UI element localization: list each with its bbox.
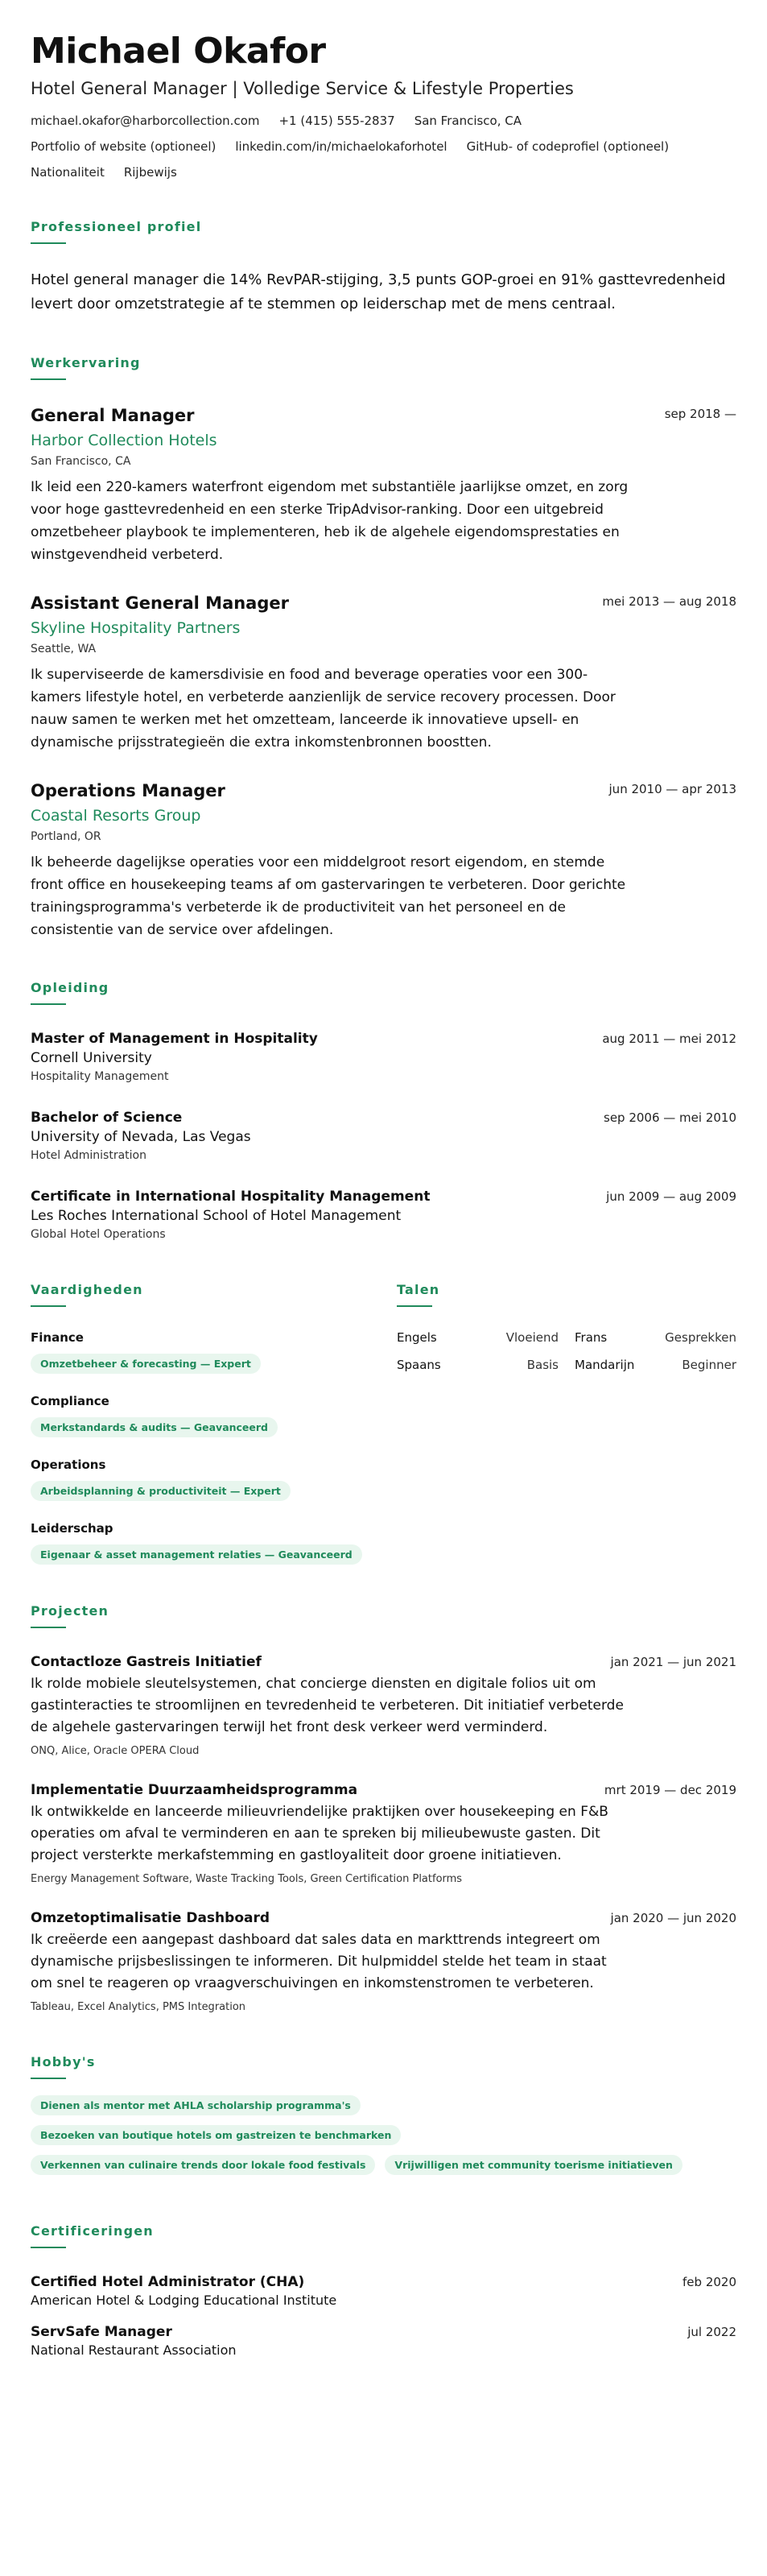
study-area: Global Hotel Operations	[31, 1228, 166, 1241]
skill-chip: Omzetbeheer & forecasting — Expert	[31, 1354, 261, 1374]
hobbies-section	[31, 2054, 736, 2185]
skill-chip: Eigenaar & asset management relaties — Geavanceerd	[31, 1544, 362, 1565]
job-entry	[31, 592, 736, 754]
section-title: Opleiding	[31, 980, 109, 995]
section-title: Vaardigheden	[31, 1282, 143, 1297]
skill-category: Finance	[31, 1330, 84, 1345]
job-entry	[31, 404, 736, 566]
project-dates: jan 2020 — jun 2020	[610, 1911, 736, 1925]
language-level: Gesprekken	[665, 1330, 736, 1345]
project-description: Ik ontwikkelde en lanceerde milieuvriendelijke praktijken over housekeeping en F&B operaties om afval te verminderen en aan te spreken bij milieubewuste gasten. Dit project versterkte merkafstemming en gastloyaliteit door groene initiatieven.	[31, 1804, 608, 1863]
language-name: Mandarijn	[575, 1358, 635, 1372]
job-description: Ik beheerde dagelijkse operaties voor een middelgroot resort eigendom, en stemde front office en housekeeping teams af om gastervaringen te verbeteren. Door gerichte trainingsprogramma's verbeterde ik de productiviteit van het personeel en de consistentie van de service over afdelingen.	[31, 854, 626, 938]
github-link[interactable]: GitHub- of codeprofiel (optioneel)	[466, 139, 670, 154]
job-title: General Manager	[31, 406, 195, 425]
candidate-name: Michael Okafor	[31, 31, 326, 72]
language-item	[575, 1357, 736, 1373]
degree: Certificate in International Hospitality Management	[31, 1189, 431, 1205]
project-description: Ik rolde mobiele sleutelsystemen, chat concierge diensten en digitale folios uit om gastinteracties te stroomlijnen en tevredenheid te verbeteren. Dit initiatief verbeterde de algehele gastervaringen terwijl het front desk verkeer werd verminderd.	[31, 1676, 624, 1735]
section-divider	[397, 1305, 432, 1307]
job-location: San Francisco, CA	[31, 455, 131, 468]
job-location: Seattle, WA	[31, 643, 97, 655]
skill-group	[31, 1457, 397, 1501]
study-area: Hospitality Management	[31, 1070, 169, 1083]
drivers-license: Rijbewijs	[123, 165, 177, 180]
section-title: Professioneel profiel	[31, 219, 202, 234]
project-entry	[31, 1780, 736, 1888]
language-list	[397, 1329, 736, 1373]
email-link[interactable]: michael.okafor@harborcollection.com	[31, 114, 260, 128]
hobby-chip: Vrijwilligen met community toerisme initiatieven	[385, 2155, 682, 2175]
job-company: Harbor Collection Hotels	[31, 432, 217, 449]
job-location: Portland, OR	[31, 830, 101, 843]
skill-category: Operations	[31, 1458, 106, 1472]
language-name: Frans	[575, 1330, 608, 1345]
project-description: Ik creëerde een aangepast dashboard dat sales data en markttrends integreert om dynamische prijsbeslissingen te informeren. Dit hulpmiddel stelde het team in staat om snel te reageren op vraagverschuivingen en inkomstenstromen te verbeteren.	[31, 1932, 607, 1991]
portfolio-link[interactable]: Portfolio of website (optioneel)	[31, 139, 216, 154]
section-title: Hobby's	[31, 2054, 96, 2069]
job-company: Skyline Hospitality Partners	[31, 619, 241, 637]
skill-chip: Arbeidsplanning & productiviteit — Expert	[31, 1481, 291, 1501]
project-entry	[31, 1908, 736, 2016]
headline: Hotel General Manager | Volledige Service & Lifestyle Properties	[31, 79, 574, 98]
job-description: Ik leid een 220-kamers waterfront eigendom met substantiële jaarlijkse omzet, en zorg voor hoge gasttevredenheid en een sterke TripAdvisor-ranking. Door een uitgebreid omzetbeheer playbook te implementeren, heb ik de algehele eigendomsprestaties en winstgevendheid verbeterd.	[31, 479, 629, 563]
section-divider	[31, 1305, 66, 1307]
location: San Francisco, CA	[414, 114, 522, 128]
school: Cornell University	[31, 1050, 152, 1066]
study-area: Hotel Administration	[31, 1149, 146, 1162]
section-divider	[31, 378, 66, 380]
section-divider	[31, 1003, 66, 1005]
certification-issuer: American Hotel & Lodging Educational Institute	[31, 2293, 337, 2308]
skill-chip: Merkstandards & audits — Geavanceerd	[31, 1417, 278, 1437]
language-level: Vloeiend	[505, 1330, 559, 1345]
certification-title: Certified Hotel Administrator (CHA)	[31, 2274, 305, 2290]
job-entry	[31, 779, 736, 941]
languages-section	[397, 1282, 736, 1565]
section-divider	[31, 2247, 66, 2248]
project-title: Omzetoptimalisatie Dashboard	[31, 1910, 270, 1926]
school: Les Roches International School of Hotel Management	[31, 1208, 402, 1224]
experience-section	[31, 355, 736, 941]
job-title: Operations Manager	[31, 781, 225, 800]
job-dates: jun 2010 — apr 2013	[608, 782, 736, 796]
certification-entry	[31, 2272, 736, 2309]
school: University of Nevada, Las Vegas	[31, 1129, 251, 1145]
skills-languages-row	[31, 1282, 736, 1565]
hobby-chip: Dienen als mentor met AHLA scholarship programma's	[31, 2095, 361, 2115]
degree: Bachelor of Science	[31, 1110, 183, 1126]
education-dates: sep 2006 — mei 2010	[604, 1110, 736, 1125]
section-divider	[31, 1627, 66, 1628]
skill-group	[31, 1329, 397, 1374]
summary-text: Hotel general manager die 14% RevPAR-stijging, 3,5 punts GOP-groei en 91% gasttevredenheid levert door omzetstrategie af te stemmen op leiderschap met de mens centraal.	[31, 271, 726, 312]
linkedin-link[interactable]: linkedin.com/in/michaelokaforhotel	[235, 139, 447, 154]
section-title: Talen	[397, 1282, 440, 1297]
project-dates: jan 2021 — jun 2021	[610, 1655, 736, 1669]
education-dates: jun 2009 — aug 2009	[606, 1189, 736, 1204]
language-item	[397, 1329, 559, 1346]
summary-section	[31, 219, 736, 316]
skill-category: Leiderschap	[31, 1521, 113, 1536]
language-item	[397, 1357, 559, 1373]
certification-entry	[31, 2322, 736, 2359]
job-title: Assistant General Manager	[31, 593, 289, 613]
job-description: Ik superviseerde de kamersdivisie en food and beverage operaties voor een 300-kamers lifestyle hotel, en verbeterde aanzienlijk de service recovery processen. Door nauw samen te werken met het omzetteam, lanceerde ik innovatieve upsell- en dynamische prijsstrategieën die extra inkomstenbronnen boostten.	[31, 667, 616, 750]
section-divider	[31, 242, 66, 244]
job-company: Coastal Resorts Group	[31, 807, 201, 825]
phone-link[interactable]: +1 (415) 555-2837	[278, 114, 395, 128]
language-level: Beginner	[682, 1358, 736, 1372]
education-entry	[31, 1029, 736, 1085]
projects-section	[31, 1603, 736, 2016]
education-section	[31, 980, 736, 1243]
language-level: Basis	[526, 1358, 559, 1372]
skill-group	[31, 1520, 397, 1565]
education-dates: aug 2011 — mei 2012	[602, 1032, 736, 1046]
project-tech: ONQ, Alice, Oracle OPERA Cloud	[31, 1745, 200, 1757]
skill-category: Compliance	[31, 1394, 109, 1408]
section-title: Werkervaring	[31, 355, 141, 370]
hobby-chip: Bezoeken van boutique hotels om gastreizen te benchmarken	[31, 2125, 401, 2145]
project-dates: mrt 2019 — dec 2019	[604, 1783, 736, 1797]
job-dates: mei 2013 — aug 2018	[602, 594, 736, 609]
project-tech: Tableau, Excel Analytics, PMS Integration	[31, 2001, 246, 2013]
hobby-chip: Verkennen van culinaire trends door lokale food festivals	[31, 2155, 375, 2175]
education-entry	[31, 1108, 736, 1164]
hobby-list	[31, 2095, 736, 2185]
job-dates: sep 2018 —	[664, 407, 736, 421]
certifications-section	[31, 2223, 736, 2359]
section-title: Certificeringen	[31, 2223, 154, 2239]
certification-issuer: National Restaurant Association	[31, 2342, 237, 2358]
language-name: Engels	[397, 1330, 437, 1345]
skill-group	[31, 1393, 397, 1437]
skills-section	[31, 1282, 397, 1565]
education-entry	[31, 1187, 736, 1243]
section-divider	[31, 2078, 66, 2079]
language-item	[575, 1329, 736, 1346]
project-entry	[31, 1652, 736, 1759]
certification-date: feb 2020	[682, 2275, 736, 2289]
nationality: Nationaliteit	[31, 165, 105, 180]
degree: Master of Management in Hospitality	[31, 1031, 318, 1047]
section-title: Projecten	[31, 1603, 109, 1619]
project-tech: Energy Management Software, Waste Tracking Tools, Green Certification Platforms	[31, 1873, 463, 1885]
contact-info	[31, 113, 736, 180]
project-title: Contactloze Gastreis Initiatief	[31, 1654, 262, 1670]
certification-title: ServSafe Manager	[31, 2324, 172, 2340]
language-name: Spaans	[397, 1358, 441, 1372]
project-title: Implementatie Duurzaamheidsprogramma	[31, 1782, 358, 1798]
certification-date: jul 2022	[687, 2325, 736, 2339]
